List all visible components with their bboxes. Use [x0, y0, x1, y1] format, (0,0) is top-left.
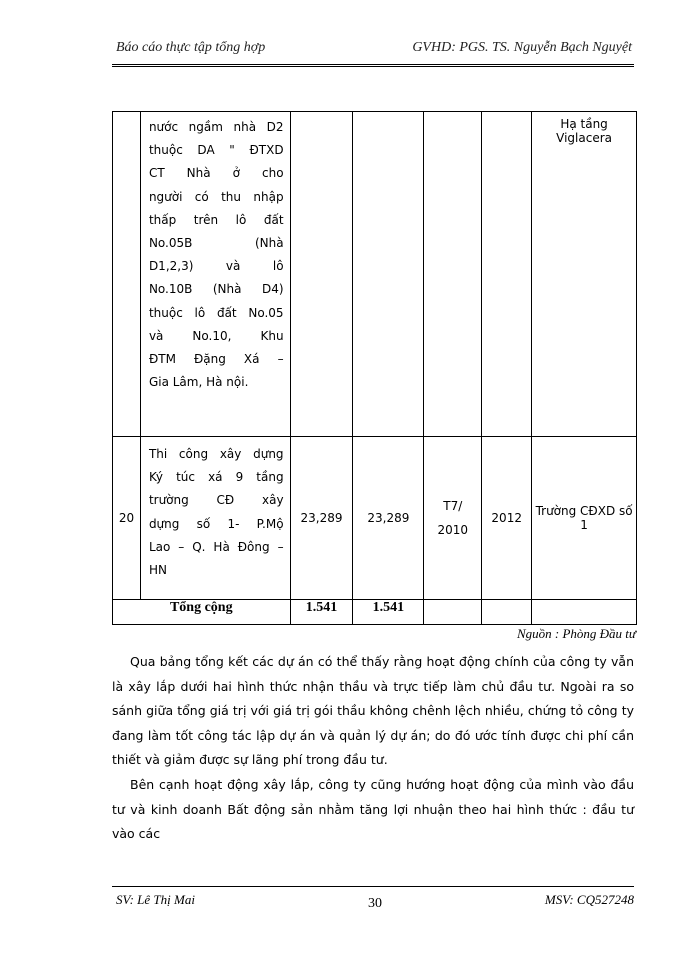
stt-cell: [113, 112, 141, 437]
report-title: Báo cáo thực tập tổng hợp: [116, 40, 266, 55]
desc-line: dựng số 1- P.Mộ: [148, 516, 284, 531]
total-value-cell: [290, 112, 353, 437]
student-id: MSV: CQ527248: [544, 892, 634, 907]
table-row: [113, 437, 637, 600]
total-value-sum: 1.541: [290, 600, 353, 625]
page-footer: [112, 892, 634, 912]
desc-line: Thi công xây dựng: [148, 447, 284, 461]
start-cell: [424, 112, 482, 437]
table-row: [113, 112, 637, 437]
end-cell: [482, 112, 532, 437]
project-table: [112, 111, 637, 625]
package-value-cell: 23,289: [353, 437, 424, 600]
total-row: [113, 600, 637, 625]
package-value-cell: [353, 112, 424, 437]
total-label: Tổng cộng: [113, 600, 291, 625]
desc-cell: [140, 112, 290, 437]
desc-line: ĐTM Đặng Xá –: [148, 352, 284, 367]
total-value-cell: 23,289: [290, 437, 353, 600]
desc-line: CT Nhà ở cho: [148, 166, 284, 181]
owner-cell: Hạ tầng Viglacera: [532, 112, 637, 437]
desc-line: người có thu nhập: [148, 189, 284, 204]
desc-line: Gia Lâm, Hà nội.: [148, 375, 249, 390]
student-name: SV: Lê Thị Mai: [116, 892, 195, 907]
desc-line: No.05B (Nhà: [148, 236, 284, 251]
empty-cell: [424, 600, 482, 625]
stt-cell: 20: [113, 437, 141, 600]
desc-line: và No.10, Khu: [148, 328, 284, 343]
paragraph: Bên cạnh hoạt động xây lắp, công ty cũng hướng hoạt động của mình vào đầu tư và kinh doanh Bất động sản nhằm tăng lợi nhuận theo hai hình thức : đầu tư vào các: [112, 776, 634, 842]
desc-line: trường CĐ xây: [148, 493, 284, 508]
desc-line: D1,2,3) và lô: [148, 259, 284, 274]
package-value-sum: 1.541: [353, 600, 424, 625]
paragraph: Qua bảng tổng kết các dự án có thể thấy rằng hoạt động chính của công ty vẫn là xây lắp dưới hai hình thức nhận thầu và trực tiếp làm chủ đầu tư. Ngoài ra so sánh giữa tổng giá trị với giá trị gói thầu không chênh lệch nhiều, chứng tỏ công ty đang làm tốt công tác lập dự án và quản lý dự án; do đó ước tính được chi phí cần thiết và giảm được sự lãng phí trong đầu tư.: [112, 654, 634, 768]
desc-line: Lao – Q. Hà Đông –: [148, 539, 284, 554]
desc-line: nước ngầm nhà D2: [148, 120, 284, 134]
start-cell: T7/ 2010: [424, 437, 482, 600]
supervisor: GVHD: PGS. TS. Nguyễn Bạch Nguyệt: [412, 40, 632, 55]
desc-line: thấp trên lô đất: [148, 212, 284, 227]
desc-cell: [140, 437, 290, 600]
footer-rule: [112, 886, 634, 887]
desc-line: No.10B (Nhà D4): [148, 282, 284, 297]
table-source: Nguồn : Phòng Đầu tư: [516, 626, 636, 641]
desc-line: HN: [148, 563, 167, 578]
desc-line: Ký túc xá 9 tầng: [148, 470, 284, 485]
body-text: [112, 650, 634, 847]
empty-cell: [532, 600, 637, 625]
page-number: 30: [368, 896, 382, 911]
owner-cell: Trường CĐXD số 1: [532, 437, 637, 600]
end-cell: 2012: [482, 437, 532, 600]
header-rule: [112, 64, 634, 67]
desc-line: thuộc lô đất No.05: [148, 305, 284, 320]
desc-line: thuộc DA " ĐTXD: [148, 143, 284, 158]
page-header: [112, 40, 632, 64]
empty-cell: [482, 600, 532, 625]
